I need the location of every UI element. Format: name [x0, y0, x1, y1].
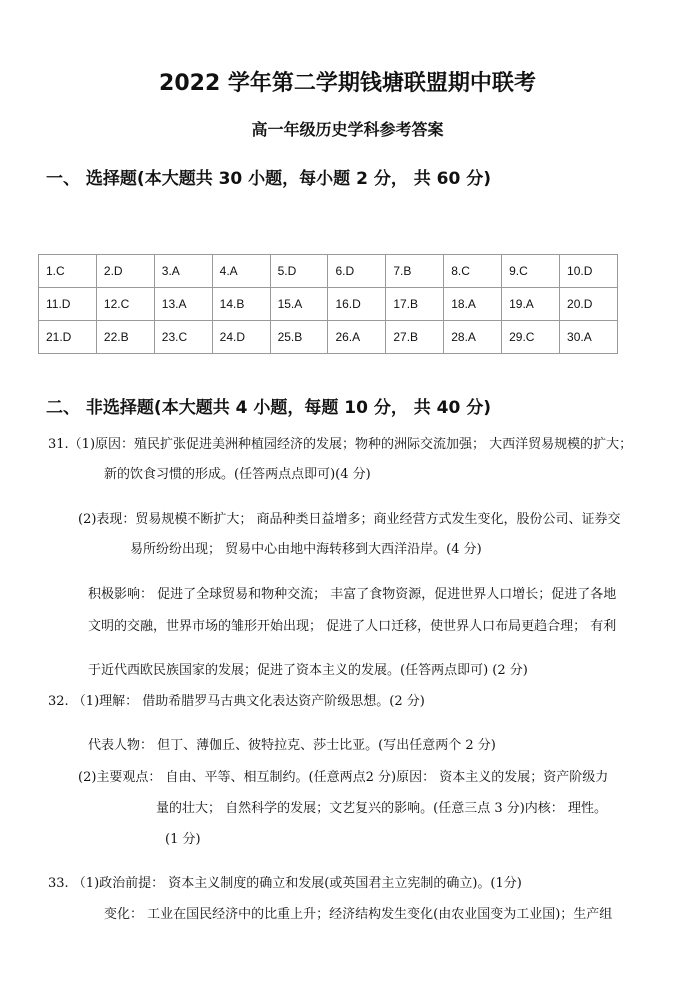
q32-line-1: 32. （1)理解： 借助希腊罗马古典文化表达资产阶级思想。(2 分) — [48, 694, 425, 709]
answer-cell: 25.B — [270, 321, 328, 354]
answer-cell: 1.C — [39, 255, 97, 288]
page-subtitle: 高一年级历史学科参考答案 — [251, 120, 444, 139]
answer-cell: 12.C — [96, 288, 154, 321]
answer-cell: 14.B — [212, 288, 270, 321]
answer-cell: 10.D — [560, 255, 618, 288]
answer-cell: 3.A — [154, 255, 212, 288]
answer-cell: 20.D — [560, 288, 618, 321]
answer-cell: 27.B — [386, 321, 444, 354]
q31-line-2: 新的饮食习惯的形成。(任答两点点即可)(4 分) — [104, 467, 371, 482]
q32-line-3: (2)主要观点： 自由、平等、相互制约。(任意两点2 分)原因： 资本主义的发展；资产阶级力 — [78, 770, 609, 785]
answer-cell: 15.A — [270, 288, 328, 321]
q31-line-5: 积极影响： 促进了全球贸易和物种交流； 丰富了食物资源，促进世界人口增长；促进了各地 — [88, 587, 617, 602]
answer-cell: 18.A — [444, 288, 502, 321]
answer-cell: 26.A — [328, 321, 386, 354]
answer-cell: 23.C — [154, 321, 212, 354]
q31-line-7: 于近代西欧民族国家的发展；促进了资本主义的发展。(任答两点即可) (2 分) — [88, 663, 528, 678]
q32-line-2: 代表人物： 但丁、薄伽丘、彼特拉克、莎士比亚。(写出任意两个 2 分) — [88, 738, 496, 753]
q32-line-4: 量的壮大； 自然科学的发展；文艺复兴的影响。(任意三点 3 分)内核： 理性。 — [156, 801, 607, 816]
answer-table — [38, 254, 618, 354]
answer-cell: 19.A — [502, 288, 560, 321]
q31-line-4: 易所纷纷出现； 贸易中心由地中海转移到大西洋沿岸。(4 分) — [130, 542, 482, 557]
table-row — [39, 255, 618, 288]
q32-line-5: (1 分) — [165, 832, 201, 847]
answer-cell: 24.D — [212, 321, 270, 354]
answer-cell: 30.A — [560, 321, 618, 354]
q31-line-1: 31.（1)原因：殖民扩张促进美洲种植园经济的发展；物种的洲际交流加强； 大西洋贸易规模的扩大； — [48, 437, 633, 452]
answer-cell: 8.C — [444, 255, 502, 288]
answer-cell: 17.B — [386, 288, 444, 321]
q31-line-3: (2)表现：贸易规模不断扩大； 商品种类日益增多；商业经营方式发生变化，股份公司、证券交 — [78, 512, 621, 527]
answer-cell: 4.A — [212, 255, 270, 288]
section-2-heading: 二、 非选择题(本大题共 4 小题，每题 10 分， 共 40 分) — [46, 398, 492, 418]
answer-cell: 5.D — [270, 255, 328, 288]
q33-line-1: 33. （1)政治前提： 资本主义制度的确立和发展(或英国君主立宪制的确立)。(1分) — [48, 876, 522, 891]
table-row — [39, 321, 618, 354]
answer-cell: 7.B — [386, 255, 444, 288]
answer-cell: 16.D — [328, 288, 386, 321]
answer-cell: 22.B — [96, 321, 154, 354]
page-title: 2022 学年第二学期钱塘联盟期中联考 — [159, 71, 536, 96]
table-row — [39, 288, 618, 321]
answer-cell: 2.D — [96, 255, 154, 288]
answer-cell: 9.C — [502, 255, 560, 288]
answer-cell: 28.A — [444, 321, 502, 354]
answer-cell: 21.D — [39, 321, 97, 354]
q31-line-6: 文明的交融，世界市场的雏形开始出现； 促进了人口迁移，使世界人口布局更趋合理； 有利 — [88, 619, 617, 634]
section-1-heading: 一、 选择题(本大题共 30 小题，每小题 2 分， 共 60 分) — [46, 169, 492, 189]
answer-cell: 29.C — [502, 321, 560, 354]
answer-cell: 6.D — [328, 255, 386, 288]
answer-cell: 13.A — [154, 288, 212, 321]
q33-line-2: 变化： 工业在国民经济中的比重上升；经济结构发生变化(由农业国变为工业国)；生产组 — [104, 907, 613, 922]
answer-cell: 11.D — [39, 288, 97, 321]
